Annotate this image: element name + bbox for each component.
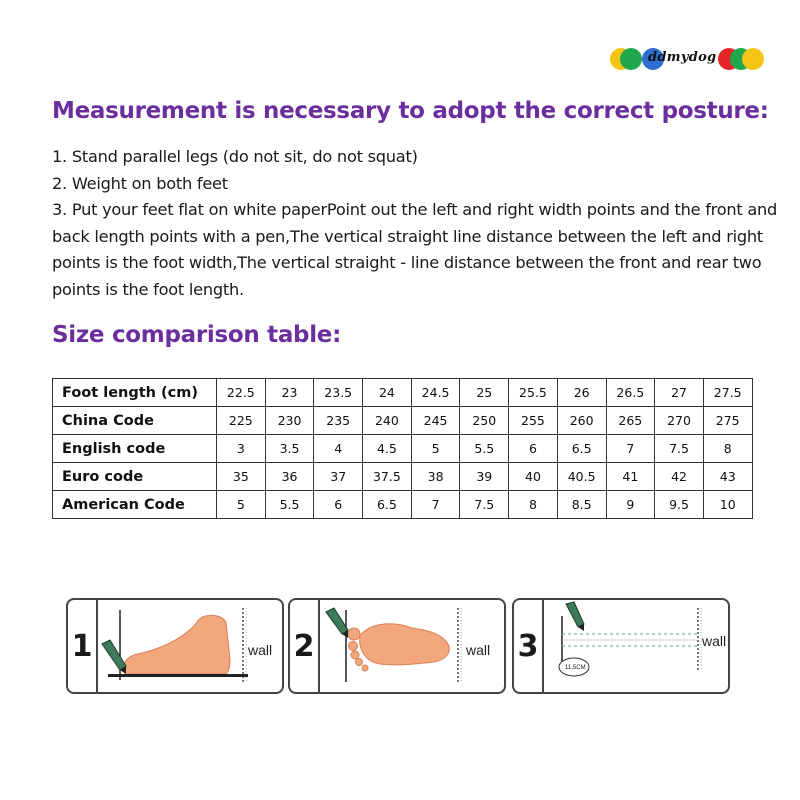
table-cell: 235: [314, 407, 363, 435]
foot-top-illustration: [320, 600, 502, 692]
table-cell: 5: [217, 491, 266, 519]
table-cell: 26: [557, 379, 606, 407]
table-cell: 230: [265, 407, 314, 435]
table-cell: 43: [703, 463, 752, 491]
instruction-step: 3. Put your feet flat on white paperPoint out the left and right width points and the front and back length points with a pen,The vertical straight line distance between the left and right points is the foot width,The vertical straight - line distance between the front and rear two points is the foot length.: [52, 200, 778, 299]
table-cell: 7: [606, 435, 655, 463]
table-cell: 260: [557, 407, 606, 435]
floor-line: [108, 674, 248, 677]
size-comparison-table: [52, 378, 753, 519]
table-cell: 9.5: [655, 491, 704, 519]
table-cell: 8: [703, 435, 752, 463]
wall-hatch: [698, 608, 701, 670]
instruction-step: 1. Stand parallel legs (do not sit, do not squat): [52, 147, 418, 166]
table-cell: 7.5: [655, 435, 704, 463]
wall-label: wall: [702, 633, 726, 649]
step-number: 3: [514, 600, 544, 692]
logo-text: ddmydog: [648, 50, 717, 65]
table-cell: 39: [460, 463, 509, 491]
table-row: [53, 491, 753, 519]
table-row: [53, 435, 753, 463]
row-label: China Code: [53, 407, 217, 435]
logo-dot: [620, 48, 642, 70]
table-cell: 27.5: [703, 379, 752, 407]
measure-step-3-panel: [512, 598, 730, 694]
row-label: Foot length (cm): [53, 379, 217, 407]
table-row: [53, 463, 753, 491]
foot-top-shape: [360, 624, 450, 665]
wall-hatch: [458, 608, 461, 682]
table-cell: 255: [509, 407, 558, 435]
table-cell: 10: [703, 491, 752, 519]
table-cell: 24.5: [411, 379, 460, 407]
table-cell: 40: [509, 463, 558, 491]
table-cell: 37.5: [363, 463, 412, 491]
pen-icon: [326, 608, 348, 638]
step-number: 1: [68, 600, 98, 692]
table-row: [53, 379, 753, 407]
row-label: Euro code: [53, 463, 217, 491]
foot-side-shape: [124, 615, 230, 674]
table-cell: 37: [314, 463, 363, 491]
table-cell: 25: [460, 379, 509, 407]
table-cell: 40.5: [557, 463, 606, 491]
logo-dot: [742, 48, 764, 70]
table-cell: 8: [509, 491, 558, 519]
table-cell: 4: [314, 435, 363, 463]
foot-side-illustration: [98, 600, 280, 692]
table-cell: 245: [411, 407, 460, 435]
table-cell: 270: [655, 407, 704, 435]
wall-label: wall: [248, 642, 273, 658]
table-cell: 265: [606, 407, 655, 435]
instruction-step: 2. Weight on both feet: [52, 173, 228, 193]
measure-line-illustration: [544, 600, 726, 692]
pen-icon: [566, 602, 584, 631]
table-cell: 275: [703, 407, 752, 435]
measure-step-1-panel: [66, 598, 284, 694]
wall-label: wall: [466, 642, 491, 658]
table-cell: 6: [314, 491, 363, 519]
table-cell: 240: [363, 407, 412, 435]
table-cell: 9: [606, 491, 655, 519]
size-table-heading: Size comparison table:: [52, 322, 341, 348]
table-cell: 6: [509, 435, 558, 463]
table-cell: 35: [217, 463, 266, 491]
table-cell: 23.5: [314, 379, 363, 407]
table-cell: 6.5: [557, 435, 606, 463]
table-cell: 3: [217, 435, 266, 463]
row-label: English code: [53, 435, 217, 463]
table-cell: 23: [265, 379, 314, 407]
table-cell: 8.5: [557, 491, 606, 519]
table-cell: 36: [265, 463, 314, 491]
table-cell: 5: [411, 435, 460, 463]
table-cell: 7: [411, 491, 460, 519]
row-label: American Code: [53, 491, 217, 519]
measure-step-2-panel: [288, 598, 506, 694]
ruler: [562, 634, 698, 646]
step-number: 2: [290, 600, 320, 692]
scale-label: 11.5CM: [565, 665, 586, 671]
table-row: [53, 407, 753, 435]
pen-icon: [102, 640, 126, 674]
table-cell: 25.5: [509, 379, 558, 407]
brand-logo: [610, 42, 770, 76]
table-cell: 5.5: [265, 491, 314, 519]
table-cell: 22.5: [217, 379, 266, 407]
table-cell: 4.5: [363, 435, 412, 463]
wall-hatch: [243, 608, 246, 682]
table-cell: 3.5: [265, 435, 314, 463]
measurement-heading: Measurement is necessary to adopt the correct posture:: [52, 98, 769, 124]
table-cell: 6.5: [363, 491, 412, 519]
table-cell: 7.5: [460, 491, 509, 519]
table-cell: 250: [460, 407, 509, 435]
table-cell: 27: [655, 379, 704, 407]
table-cell: 41: [606, 463, 655, 491]
instruction-list: [52, 144, 782, 303]
table-cell: 225: [217, 407, 266, 435]
table-cell: 38: [411, 463, 460, 491]
table-cell: 42: [655, 463, 704, 491]
table-cell: 24: [363, 379, 412, 407]
table-cell: 5.5: [460, 435, 509, 463]
table-cell: 26.5: [606, 379, 655, 407]
